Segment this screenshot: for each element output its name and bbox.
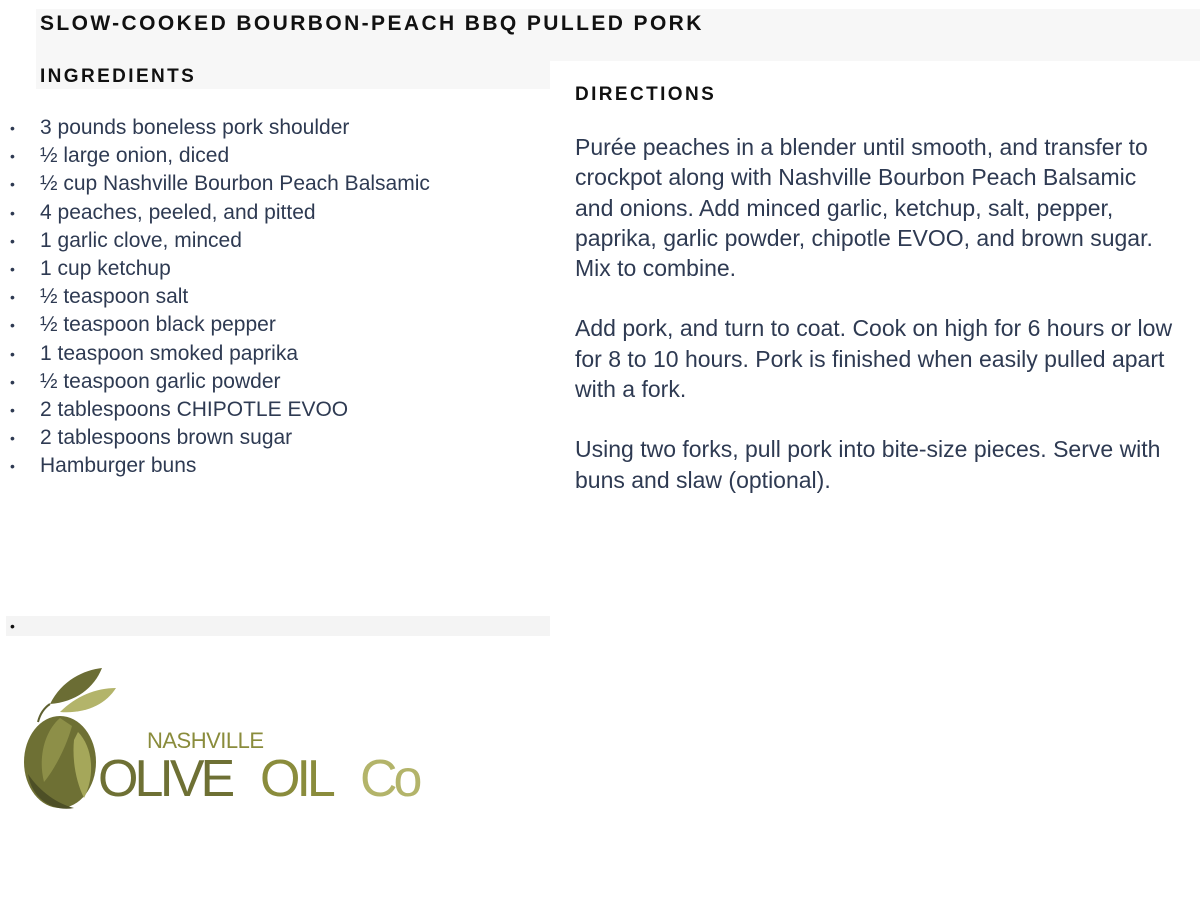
bullet-icon: •: [10, 430, 15, 447]
bullet-icon: •: [10, 289, 15, 306]
ingredients-list: [0, 114, 430, 480]
direction-paragraph: Using two forks, pull pork into bite-size pieces. Serve with buns and slaw (optional).: [575, 436, 1161, 493]
recipe-title: SLOW-COOKED BOURBON-PEACH BBQ PULLED PORK: [40, 12, 704, 35]
bullet-icon: •: [10, 345, 15, 362]
ingredient-item: [0, 170, 430, 198]
ingredient-text: ½ teaspoon garlic powder: [40, 369, 281, 393]
ingredient-item: [0, 340, 430, 368]
bullet-icon: •: [10, 204, 15, 221]
ingredient-item: [0, 142, 430, 170]
ingredient-text: 1 garlic clove, minced: [40, 228, 242, 252]
ingredient-text: 1 teaspoon smoked paprika: [40, 341, 298, 365]
ingredient-item: [0, 452, 430, 480]
ingredient-item: [0, 199, 430, 227]
bullet-icon: •: [10, 120, 15, 136]
ingredient-text: ½ teaspoon salt: [40, 285, 189, 309]
logo-co-text: Co: [360, 750, 419, 808]
ingredient-text: ½ cup Nashville Bourbon Peach Balsamic: [40, 172, 430, 196]
logo-oil-text: OIL: [260, 750, 332, 808]
ingredient-item: [0, 311, 430, 339]
bullet-icon: •: [10, 260, 15, 277]
bullet-icon: •: [10, 176, 15, 193]
ingredient-text: 3 pounds boneless pork shoulder: [40, 116, 350, 139]
ingredient-text: Hamburger buns: [40, 454, 197, 478]
ingredient-text: 2 tablespoons brown sugar: [40, 426, 293, 450]
ingredient-item: [0, 283, 430, 311]
ingredient-item: [0, 114, 430, 142]
bullet-icon: •: [10, 373, 15, 390]
ingredient-item: [0, 255, 430, 283]
directions-heading: DIRECTIONS: [575, 84, 717, 105]
bullet-icon: •: [10, 458, 15, 475]
bullet-icon: •: [10, 317, 15, 334]
ingredient-text: 1 cup ketchup: [40, 256, 171, 280]
ingredient-text: ½ large onion, diced: [40, 144, 230, 168]
nashville-olive-oil-logo: [14, 662, 454, 822]
ingredient-item: [0, 368, 430, 396]
ingredient-text: ½ teaspoon black pepper: [40, 313, 276, 337]
directions-body: [575, 132, 1175, 525]
bullet-icon: •: [10, 232, 15, 249]
ingredients-heading: INGREDIENTS: [40, 66, 197, 87]
ingredient-item: [0, 424, 430, 452]
logo-nashville-text: NASHVILLE: [147, 728, 264, 753]
direction-paragraph: Add pork, and turn to coat. Cook on high for 6 hours or low for 8 to 10 hours. Pork is finished when easily pulled apart with a fork.: [575, 315, 1173, 403]
logo-olive-text: OLIVE: [98, 750, 232, 808]
ingredient-text: 2 tablespoons CHIPOTLE EVOO: [40, 397, 349, 421]
direction-paragraph: Purée peaches in a blender until smooth, and transfer to crockpot along with Nashville Bourbon Peach Balsamic and onions. Add minced garlic, ketchup, salt, pepper, paprika, garlic powder, chipotle EVOO, and brown sugar. Mix to combine.: [575, 134, 1153, 282]
ingredient-item: [0, 396, 430, 424]
ingredient-text: 4 peaches, peeled, and pitted: [40, 200, 316, 224]
empty-bullet-icon: •: [10, 618, 15, 634]
bullet-icon: •: [10, 148, 15, 165]
bullet-icon: •: [10, 401, 15, 418]
empty-list-band: [6, 616, 550, 636]
ingredient-item: [0, 227, 430, 255]
